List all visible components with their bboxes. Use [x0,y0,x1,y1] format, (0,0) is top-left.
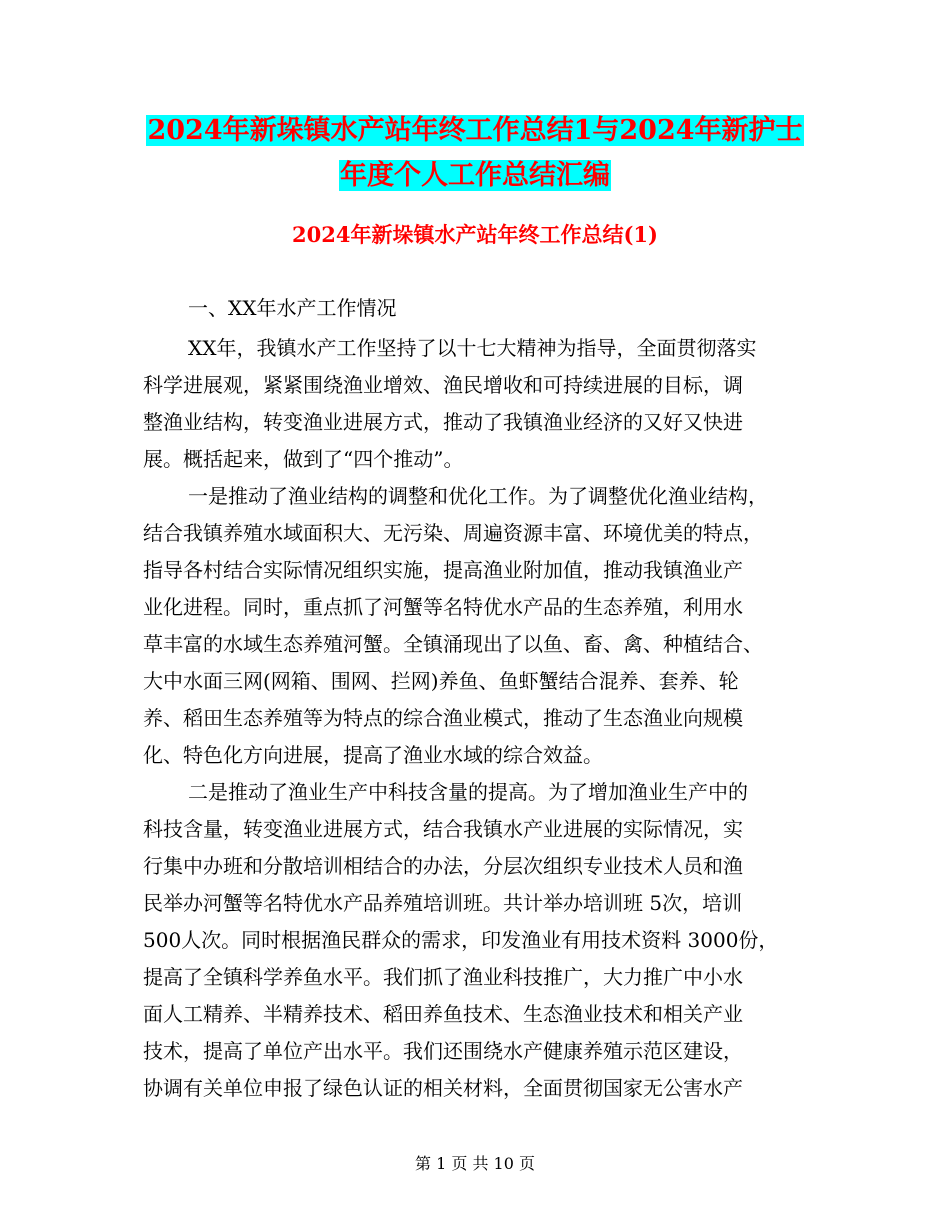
body-line: 面人工精养、半精养技术、稻田养鱼技术、生态渔业技术和相关产业 [143,1002,743,1026]
body-line: 技术，提高了单位产出水平。我们还围绕水产健康养殖示范区建设， [143,1039,743,1063]
body-line: 协调有关单位申报了绿色认证的相关材料，全面贯彻国家无公害水产 [143,1076,743,1100]
body-line: 提高了全镇科学养鱼水平。我们抓了渔业科技推广，大力推广中小水 [143,965,743,989]
section-title: 2024年新垛镇水产站年终工作总结(1) [292,222,658,247]
body-line: 展。概括起来，做到了“四个推动”。 [143,447,464,471]
body-line: 一是推动了渔业结构的调整和优化工作。为了调整优化渔业结构， [188,484,768,508]
body-line: 一、XX年水产工作情况 [188,296,397,320]
body-line: 500人次。同时根据渔民群众的需求，印发渔业有用技术资料 3000份， [143,928,779,952]
body-line: 化、特色化方向进展，提高了渔业水域的综合效益。 [143,743,603,767]
body-line: 大中水面三网(网箱、围网、拦网)养鱼、鱼虾蟹结合混养、套养、轮 [143,669,739,693]
body-line: 业化进程。同时，重点抓了河蟹等名特优水产品的生态养殖，利用水 [143,595,743,619]
document-title-line-2 [140,156,810,196]
body-line: 二是推动了渔业生产中科技含量的提高。为了增加渔业生产中的 [188,780,748,804]
body-line: 养、稻田生态养殖等为特点的综合渔业模式，推动了生态渔业向规模 [143,706,743,730]
body-line: 行集中办班和分散培训相结合的办法，分层次组织专业技术人员和渔 [143,854,743,878]
page-number-footer: 第 1 页 共 10 页 [415,1154,535,1173]
body-line: 结合我镇养殖水域面积大、无污染、周遍资源丰富、环境优美的特点， [143,521,763,545]
body-line: 科学进展观，紧紧围绕渔业增效、渔民增收和可持续进展的目标，调 [143,373,743,397]
body-line: 整渔业结构，转变渔业进展方式，推动了我镇渔业经济的又好又快进 [143,410,743,434]
body-line: 科技含量，转变渔业进展方式，结合我镇水产业进展的实际情况，实 [143,817,743,841]
body-line: 草丰富的水域生态养殖河蟹。全镇涌现出了以鱼、畜、禽、种植结合、 [143,632,763,656]
body-line: 指导各村结合实际情况组织实施，提高渔业附加值，推动我镇渔业产 [143,558,743,582]
body-line: XX年，我镇水产工作坚持了以十七大精神为指导，全面贯彻落实 [188,336,757,360]
document-title-line-1 [140,111,810,151]
title-highlight: 2024年新垛镇水产站年终工作总结1与2024年新护士 [147,115,803,146]
body-line: 民举办河蟹等名特优水产品养殖培训班。共计举办培训班 5次，培训 [143,891,743,915]
title-highlight: 年度个人工作总结汇编 [340,160,610,191]
